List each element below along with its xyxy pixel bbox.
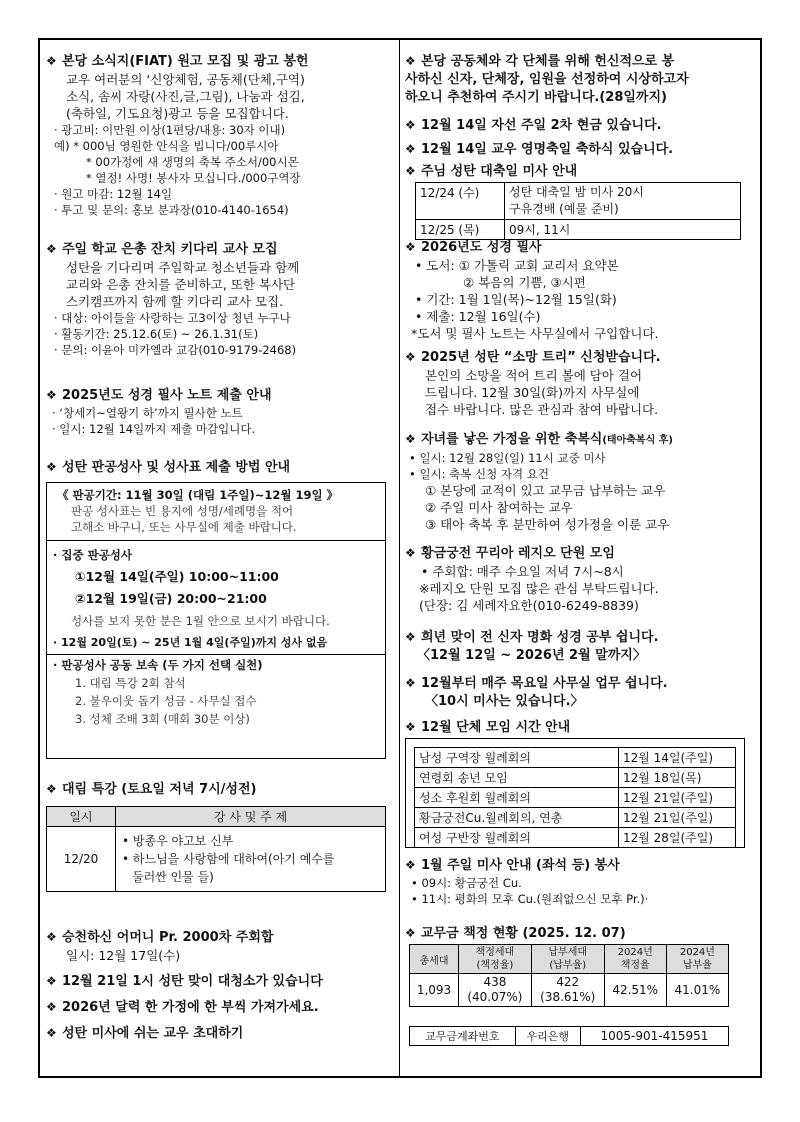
section-title: 12월 21일 1시 성탄 맞이 대청소가 있습니다: [62, 974, 323, 989]
christmas-mass-table: [415, 182, 741, 240]
meeting-name: 성소 후원회 월례회의: [415, 788, 619, 808]
table-row: [415, 748, 736, 768]
confession-section: [46, 458, 392, 477]
diamond-icon: ❖: [405, 926, 416, 940]
meeting-name: 여성 구반장 월례회의: [415, 828, 619, 848]
section-title: 2026년도 성경 필사: [421, 240, 542, 255]
note: 성사를 보지 못한 분은 1월 안으로 보시기 바랍니다.: [71, 614, 330, 628]
mass-info: 구유경배 (예물 준비): [509, 202, 619, 216]
wish-tree-section: [405, 348, 755, 418]
condition-title: • 일시: 축복 신청 자격 요건: [409, 467, 550, 481]
office-section: [405, 674, 755, 711]
section-title: 2026년 달력 한 가정에 한 부씩 가져가세요.: [62, 1000, 319, 1015]
bible-notes-section: [46, 386, 392, 437]
date: · 일시: 12월 14일까지 제출 마감입니다.: [52, 422, 256, 436]
diamond-icon: ❖: [405, 142, 416, 156]
column-divider: [399, 38, 400, 1078]
second-collection: [405, 116, 755, 135]
column-header: 총세대: [410, 945, 459, 974]
mass-date: 12/25 (목): [416, 220, 505, 240]
section-title: 주일 학교 은총 잔치 키다리 교사 모집: [62, 242, 278, 257]
range: · ‘창세기~열왕기 하’까지 필사한 노트: [52, 406, 243, 420]
column-header: 일시: [47, 807, 116, 827]
memorial-section: [46, 928, 392, 964]
body-text: 스키캠프까지 함께 할 키다리 교사 모집.: [66, 294, 284, 309]
condition: ② 주일 미사 참여하는 교우: [425, 500, 573, 515]
contact: · 투고 및 문의: 홍보 분과장(010-4140-1654): [54, 203, 289, 217]
diamond-icon: ❖: [405, 164, 416, 178]
meeting-name: 황금궁전Cu.월례회의, 연총: [415, 808, 619, 828]
bank-name: 우리은행: [515, 1027, 580, 1046]
example-line: 예) * 000님 영원한 안식을 빕니다/00루시아: [54, 139, 279, 153]
diamond-icon: ❖: [46, 1026, 57, 1040]
section-title: 1월 주일 미사 안내 (좌석 등) 봉사: [421, 858, 620, 873]
meeting-date: 12월 28일(주일): [619, 828, 736, 848]
section-title: 본당 소식지(FIAT) 원고 모집 및 광고 봉헌: [62, 54, 309, 69]
diamond-icon: ❖: [405, 546, 416, 560]
submit: • 제출: 12월 16일(수): [415, 309, 541, 324]
diamond-icon: ❖: [405, 432, 416, 446]
target: · 대상: 아이들을 사랑하는 고3이상 청년 누구나: [54, 311, 291, 325]
blessing-section: [405, 430, 755, 533]
purchase-note: *도서 및 필사 노트는 사무실에서 구입합니다.: [411, 326, 659, 341]
table-row: [415, 788, 736, 808]
date: 일시: 12월 17일(수): [66, 948, 181, 963]
column-header: 납부세대 (납부율): [531, 945, 604, 974]
fiat-section: [46, 52, 392, 218]
section-title: 자녀를 낳은 가정을 위한 축복식: [421, 432, 603, 447]
service-line: • 11시: 평화의 모후 Cu.(원죄없으신 모후 Pr.)·: [411, 892, 649, 906]
meeting-date: 12월 21일(주일): [619, 788, 736, 808]
account-number: 1005-901-415951: [580, 1027, 728, 1046]
section-subtitle: 〈10시 미사는 있습니다.〉: [425, 694, 584, 709]
topic: 둘러싼 인물 들): [132, 870, 214, 884]
body-text: 소식, 솜씨 자랑(사진,글,그림), 나눔과 섬김,: [66, 89, 305, 104]
period: · 활동기간: 25.12.6(토) ~ 26.1.31(토): [54, 327, 259, 341]
account-label: 교무금계좌번호: [410, 1027, 516, 1046]
lecture-date: 12/20: [47, 827, 116, 892]
penance-item: 2. 불우이웃 돕기 성금 - 사무실 접수: [75, 694, 257, 708]
section-text: 하오니 추천하여 주시기 바랍니다.(28일까지): [405, 90, 667, 105]
diamond-icon: ❖: [46, 930, 57, 944]
column-header: 책정세대 (책정율): [459, 945, 532, 974]
body-text: 접수 바랍니다. 많은 관심과 참여 바랍니다.: [425, 402, 659, 417]
example-line: * 00가정에 새 생명의 축복 주소서/00시몬: [86, 155, 299, 169]
speaker: • 방종우 야고보 신부: [122, 834, 234, 848]
example-line: * 열정! 사명! 봉사자 모십니다./000구역장: [86, 171, 301, 185]
rate-2024-paid: 41.01%: [666, 974, 728, 1007]
mass-service-section: [405, 856, 755, 907]
section-title: 성탄 미사에 쉬는 교우 초대하기: [62, 1026, 244, 1041]
section-title: 대림 특강 (토요일 저녁 7시/성전): [62, 782, 257, 797]
meetings-section: [405, 718, 755, 737]
section-title: 2025년도 성경 필사 노트 제출 안내: [62, 388, 272, 403]
table-row: [415, 828, 736, 848]
table-row: [415, 768, 736, 788]
assessed-rate: (40.07%): [467, 990, 523, 1004]
diamond-icon: ❖: [46, 388, 57, 402]
meeting-date: 12월 14일(주일): [619, 748, 736, 768]
meetings-box: [405, 738, 745, 848]
mass-info: 성탄 대축일 밤 미사 20시: [509, 185, 644, 199]
cleaning-notice: [46, 972, 392, 991]
advent-lecture-section: [46, 780, 392, 799]
body-text: (단장: 김 세례자요한(010-6249-8839): [419, 598, 639, 613]
section-title: 12월 단체 모임 시간 안내: [421, 720, 571, 735]
diamond-icon: ❖: [405, 858, 416, 872]
book-line: • 도서: ① 가톨릭 교회 교리서 요약본: [415, 258, 619, 273]
body-text: ※레지오 단원 모집 많은 관심 부탁드립니다.: [419, 581, 659, 596]
date: • 일시: 12월 28일(일) 11시 교중 미사: [409, 451, 606, 465]
confession-box: [46, 482, 386, 759]
body-text: 드립니다. 12월 30일(화)까지 사무실에: [425, 385, 640, 400]
note: 판공 성사표는 빈 용지에 성명/세례명을 적어: [71, 504, 294, 518]
contact: · 문의: 이윤아 미카엘라 교감(010-9179-2468): [54, 343, 297, 357]
body-text: 교우 여러분의 ‘신앙체험, 공동체(단체,구역): [66, 72, 305, 87]
service-line: • 09시: 황금궁전 Cu.: [411, 876, 522, 890]
legio-section: [405, 544, 755, 614]
diamond-icon: ❖: [46, 782, 57, 796]
condition: ③ 태아 축복 후 분만하여 성가정을 이룬 교우: [425, 517, 670, 532]
meeting-name: 남성 구역장 월례회의: [415, 748, 619, 768]
body-text: 성탄을 기다리며 주일학교 청소년들과 함께: [66, 260, 300, 275]
section-title: 황금궁전 꾸리아 레지오 단원 모임: [421, 546, 615, 561]
section-subtitle: 〈12월 12일 ~ 2026년 2월 말까지〉: [417, 648, 646, 663]
diamond-icon: ❖: [405, 118, 416, 132]
joint-confession-title: · 집중 판공성사: [53, 548, 133, 562]
meeting-date: 12월 21일(주일): [619, 808, 736, 828]
joint-session: ①12월 14일(주일) 10:00~11:00: [75, 569, 279, 584]
section-text: 사하신 신자, 단체장, 임원을 선정하여 시상하고자: [405, 72, 689, 87]
diamond-icon: ❖: [46, 1000, 57, 1014]
body-text: 본인의 소망을 적어 트리 볼에 담아 걸어: [425, 368, 643, 383]
invite-notice: [46, 1024, 392, 1043]
bible-2026-section: [405, 238, 755, 342]
diamond-icon: ❖: [405, 240, 416, 254]
body-text: (축하일, 기도요청)광고 등을 모집합니다.: [66, 106, 289, 121]
study-break-section: [405, 628, 755, 665]
diamond-icon: ❖: [405, 54, 416, 68]
meetings-table: [414, 747, 736, 848]
section-title: 교무금 책정 현황 (2025. 12. 07): [421, 926, 626, 941]
mass-info: 09시, 11시: [505, 220, 741, 240]
feast-notice: [405, 140, 755, 159]
diamond-icon: ❖: [46, 460, 57, 474]
rate-2024-assessed: 42.51%: [604, 974, 666, 1007]
total-households: 1,093: [410, 974, 459, 1007]
section-title: 본당 공동체와 각 단체를 위해 헌신적으로 봉: [421, 54, 675, 69]
period: • 기간: 1월 1일(목)~12월 15일(화): [415, 292, 617, 307]
column-header: 2024년 납부율: [666, 945, 728, 974]
diamond-icon: ❖: [405, 630, 416, 644]
ad-fee: · 광고비: 이만원 이상(1편당/내용: 30자 이내): [54, 123, 286, 137]
penance-title: · 판공성사 공동 보속 (두 가지 선택 실천): [53, 658, 263, 672]
body-text: 교리와 은총 잔치를 준비하고, 또한 복사단: [66, 277, 296, 292]
paid-count: 422: [556, 975, 580, 989]
penance-item: 1. 대림 특강 2회 참석: [75, 676, 186, 690]
section-subtitle: (태아축복식 후): [602, 435, 673, 446]
no-confession: · 12월 20일(토) ~ 25년 1월 4일(주일)까지 성사 없음: [53, 636, 328, 649]
calendar-notice: [46, 998, 392, 1017]
section-title: 12월 14일 자선 주일 2차 현금 있습니다.: [421, 118, 662, 133]
book-line: ② 복음의 기쁨, ③시편: [463, 275, 586, 290]
section-title: 주님 성탄 대축일 미사 안내: [421, 164, 578, 179]
note: 고해소 바구니, 또는 사무실에 제출 바랍니다.: [71, 520, 297, 534]
table-row: [415, 808, 736, 828]
topic: • 하느님을 사랑함에 대하여(아기 예수를: [122, 852, 335, 866]
section-title: 2025년 성탄 “소망 트리” 신청받습니다.: [421, 350, 661, 365]
assessed-count: 438: [483, 975, 507, 989]
column-header: 2024년 책정율: [604, 945, 666, 974]
account-table: [409, 1026, 729, 1046]
confession-period: 《 판공기간: 11월 30일 (대림 1주일)~12월 19일 》: [57, 488, 339, 502]
diamond-icon: ❖: [405, 720, 416, 734]
meeting-name: 연령회 송년 모임: [415, 768, 619, 788]
sunday-school-section: [46, 240, 392, 358]
paid-rate: (38.61%): [540, 990, 596, 1004]
diamond-icon: ❖: [405, 350, 416, 364]
mass-date: 12/24 (수): [416, 183, 505, 220]
deadline: · 원고 마감: 12월 14일: [54, 187, 173, 201]
meeting-date: 12월 18일(목): [619, 768, 736, 788]
diamond-icon: ❖: [405, 676, 416, 690]
advent-lecture-table: [46, 806, 386, 892]
section-title: 희년 맞이 전 신자 명화 성경 공부 쉽니다.: [421, 630, 659, 645]
tithe-table: [409, 944, 729, 1007]
award-section: [405, 52, 755, 107]
condition: ① 본당에 교적이 있고 교무금 납부하는 교우: [425, 483, 666, 498]
penance-item: 3. 성체 조배 3회 (매회 30분 이상): [75, 712, 250, 726]
section-title: 승천하신 어머니 Pr. 2000차 주회합: [62, 930, 274, 945]
diamond-icon: ❖: [46, 242, 57, 256]
section-title: 12월 14일 교우 영명축일 축하식 있습니다.: [421, 142, 674, 157]
section-title: 12월부터 매주 목요일 사무실 업무 쉽니다.: [421, 676, 668, 691]
column-header: 강 사 및 주 제: [116, 807, 386, 827]
joint-session: ②12월 19일(금) 20:00~21:00: [75, 591, 267, 606]
diamond-icon: ❖: [46, 54, 57, 68]
section-title: 성탄 판공성사 및 성사표 제출 방법 안내: [62, 460, 291, 475]
christmas-mass-section: [405, 162, 755, 181]
diamond-icon: ❖: [46, 974, 57, 988]
tithe-section: [405, 924, 755, 943]
body-text: • 주회합: 매주 수요일 저녁 7시~8시: [421, 564, 624, 579]
